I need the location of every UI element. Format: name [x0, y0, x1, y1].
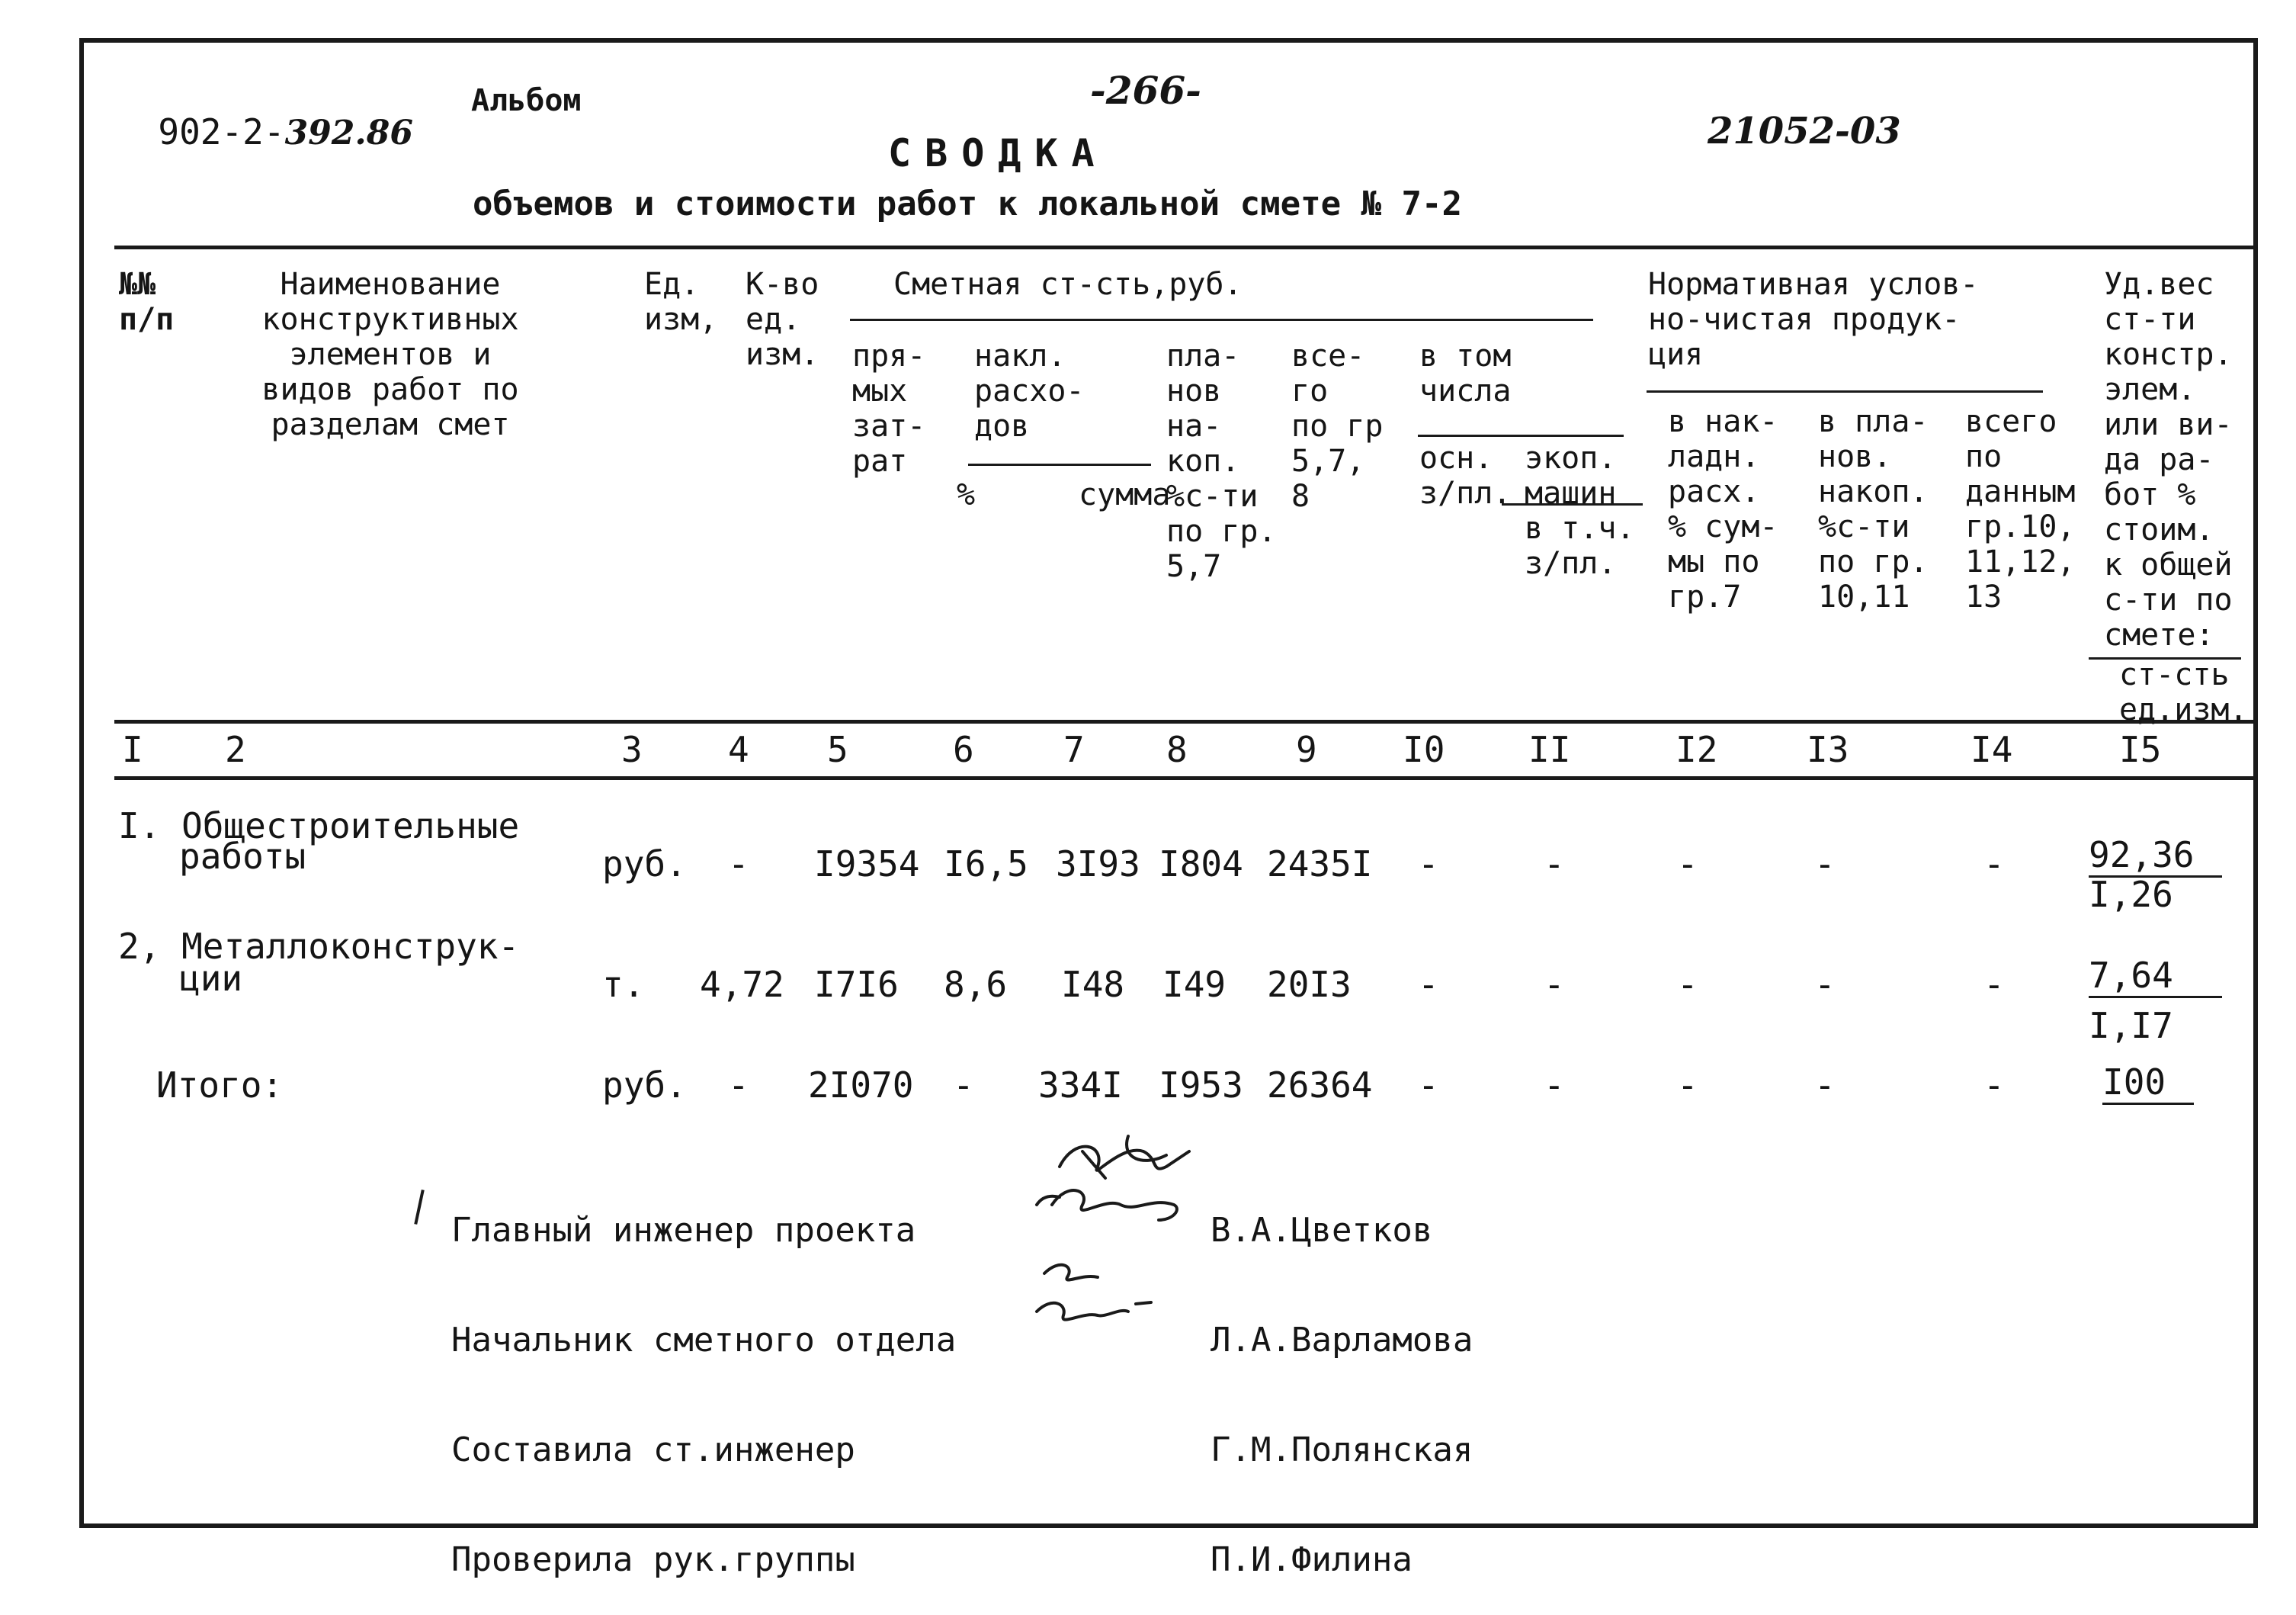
- total-c10: -: [1418, 1064, 1439, 1106]
- column-number: 4: [728, 729, 749, 770]
- signature-roles: [451, 1139, 956, 1615]
- col-header-overhead-group: накл. расхо- дов: [974, 339, 1085, 444]
- total-planned: I953: [1159, 1064, 1243, 1106]
- album-label: Альбом: [471, 83, 582, 118]
- cell-share: 92,36: [2089, 837, 2222, 878]
- cell-unit: т.: [602, 964, 645, 1005]
- total-row-label: Итого:: [156, 1064, 284, 1106]
- total-unit: руб.: [602, 1064, 687, 1106]
- total-qty: -: [728, 1064, 749, 1106]
- total-c14: -: [1983, 1064, 2005, 1106]
- total-overhead-sum: 334I: [1038, 1064, 1123, 1106]
- signature-names: [1211, 1139, 1473, 1615]
- cell-c11: -: [1544, 843, 1565, 885]
- album-code-prefix: 902-2-: [158, 111, 285, 153]
- col-header-overhead-pct: %: [957, 477, 976, 512]
- column-number: I5: [2119, 729, 2162, 770]
- cell-c12: -: [1677, 843, 1698, 885]
- col-header-share: Уд.вес ст-ти констр. элем. или ви- да ра- бот % стоим. к общей с-ти по смете:: [2104, 267, 2233, 653]
- overhead-group-rule: [968, 464, 1151, 466]
- album-code: [116, 79, 413, 153]
- cell-qty: -: [728, 843, 749, 885]
- signature-name: Г.М.Полянская: [1211, 1430, 1473, 1469]
- column-number: I2: [1676, 729, 1718, 770]
- cell-c11: -: [1544, 964, 1565, 1005]
- col-header-norm-planned: в пла- нов. накоп. %с-ти по гр. 10,11: [1818, 404, 1929, 615]
- signature-role: Главный инженер проекта: [451, 1211, 916, 1250]
- cell-c14: -: [1983, 843, 2005, 885]
- cell-c10: -: [1418, 843, 1439, 885]
- col-header-total: все- го по гр 5,7, 8: [1291, 339, 1384, 514]
- cell-overhead-sum: 3I93: [1056, 843, 1140, 885]
- column-number: I3: [1807, 729, 1849, 770]
- document-number: 21052-03: [1708, 110, 1901, 153]
- total-total: 26364: [1267, 1064, 1373, 1106]
- incl-group-rule: [1418, 435, 1624, 437]
- cell-total: 20I3: [1267, 964, 1352, 1005]
- cell-unit: руб.: [602, 843, 687, 885]
- total-c13: -: [1814, 1064, 1836, 1106]
- signature-role: Проверила рук.группы: [451, 1540, 855, 1579]
- signature-name: В.А.Цветков: [1211, 1211, 1433, 1250]
- cell-unit-cost: I,I7: [2089, 1005, 2173, 1046]
- col-header-share-sub: ст-сть ед.изм.: [2119, 657, 2248, 727]
- column-number: 9: [1296, 729, 1317, 770]
- col-header-incl-basic: осн. з/пл.: [1419, 441, 1512, 511]
- col-header-norm-overhead: в нак- ладн. расх. % сум- мы по гр.7: [1668, 404, 1778, 615]
- table-top-rule: [114, 246, 2258, 249]
- cell-total: 2435I: [1267, 843, 1373, 885]
- total-c11: -: [1544, 1064, 1565, 1106]
- column-number: 3: [621, 729, 643, 770]
- column-numbers-top-rule: [114, 720, 2258, 724]
- total-direct: 2I070: [808, 1064, 914, 1106]
- col-header-qty: К-во ед. изм.: [746, 267, 819, 372]
- norm-group-rule: [1647, 390, 2043, 393]
- document-subtitle: объемов и стоимости работ к локальной смете № 7-2: [473, 185, 1463, 223]
- cell-direct: I7I6: [814, 964, 899, 1005]
- cost-group-rule: [850, 319, 1593, 321]
- column-number: I0: [1403, 729, 1445, 770]
- album-code-handwritten: 392.86: [284, 114, 413, 153]
- column-number: 8: [1166, 729, 1188, 770]
- column-number: I4: [1971, 729, 2013, 770]
- column-numbers-bottom-rule: [114, 776, 2258, 780]
- cell-planned: I804: [1159, 843, 1243, 885]
- cell-overhead-pct: 8,6: [944, 964, 1008, 1005]
- page-number: -266-: [1090, 68, 1201, 113]
- column-number: 2: [225, 729, 246, 770]
- col-header-incl-machines: экоп. машин: [1525, 441, 1617, 511]
- cell-c13: -: [1814, 964, 1836, 1005]
- cell-overhead-pct: I6,5: [944, 843, 1028, 885]
- col-header-num: №№ п/п: [119, 267, 175, 337]
- cell-direct: I9354: [814, 843, 920, 885]
- column-number: 7: [1063, 729, 1085, 770]
- cell-overhead-sum: I48: [1061, 964, 1125, 1005]
- col-header-incl-group: в том числа: [1419, 339, 1512, 409]
- col-header-cost-group: Сметная ст-сть,руб.: [893, 267, 1243, 302]
- cell-c14: -: [1983, 964, 2005, 1005]
- handwritten-signatures: [991, 1121, 1235, 1334]
- signature-role: Составила ст.инженер: [451, 1430, 855, 1469]
- cell-c12: -: [1677, 964, 1698, 1005]
- col-header-norm-group: Нормативная услов- но-чистая продук- ция: [1648, 267, 1979, 372]
- row-name: I. Общестроительные: [118, 805, 520, 846]
- column-number: I: [122, 729, 143, 770]
- col-header-planned: пла- нов на- коп. %с-ти по гр. 5,7: [1166, 339, 1277, 584]
- document-title: СВОДКА: [888, 131, 1108, 175]
- signature-name: Л.А.Варламова: [1211, 1321, 1473, 1360]
- col-header-direct: пря- мых зат- рат: [852, 339, 926, 479]
- col-header-unit: Ед. изм,: [644, 267, 718, 337]
- cell-qty: 4,72: [700, 964, 784, 1005]
- col-header-incl-machines-sub: в т.ч. з/пл.: [1525, 511, 1635, 581]
- total-overhead-pct: -: [953, 1064, 974, 1106]
- total-share: I00: [2102, 1064, 2194, 1105]
- signature-name: П.И.Филина: [1211, 1540, 1413, 1579]
- cell-planned: I49: [1162, 964, 1227, 1005]
- total-c12: -: [1677, 1064, 1698, 1106]
- col-header-name: Наименование конструктивных элементов и видов работ по разделам смет: [261, 267, 519, 442]
- cell-c13: -: [1814, 843, 1836, 885]
- column-number: 6: [953, 729, 974, 770]
- cell-c10: -: [1418, 964, 1439, 1005]
- col-header-norm-total: всего по данным гр.10, 11,12, 13: [1965, 404, 2076, 615]
- cell-share: 7,64: [2089, 958, 2222, 998]
- cell-unit-cost: I,26: [2089, 874, 2173, 915]
- signature-role: Начальник сметного отдела: [451, 1321, 957, 1360]
- row-name: работы: [179, 836, 306, 877]
- column-number: II: [1528, 729, 1571, 770]
- row-name: 2, Металлоконструк-: [118, 926, 520, 967]
- col-header-overhead-sum: сумма: [1079, 477, 1171, 512]
- row-name: ции: [179, 958, 243, 999]
- column-number: 5: [827, 729, 848, 770]
